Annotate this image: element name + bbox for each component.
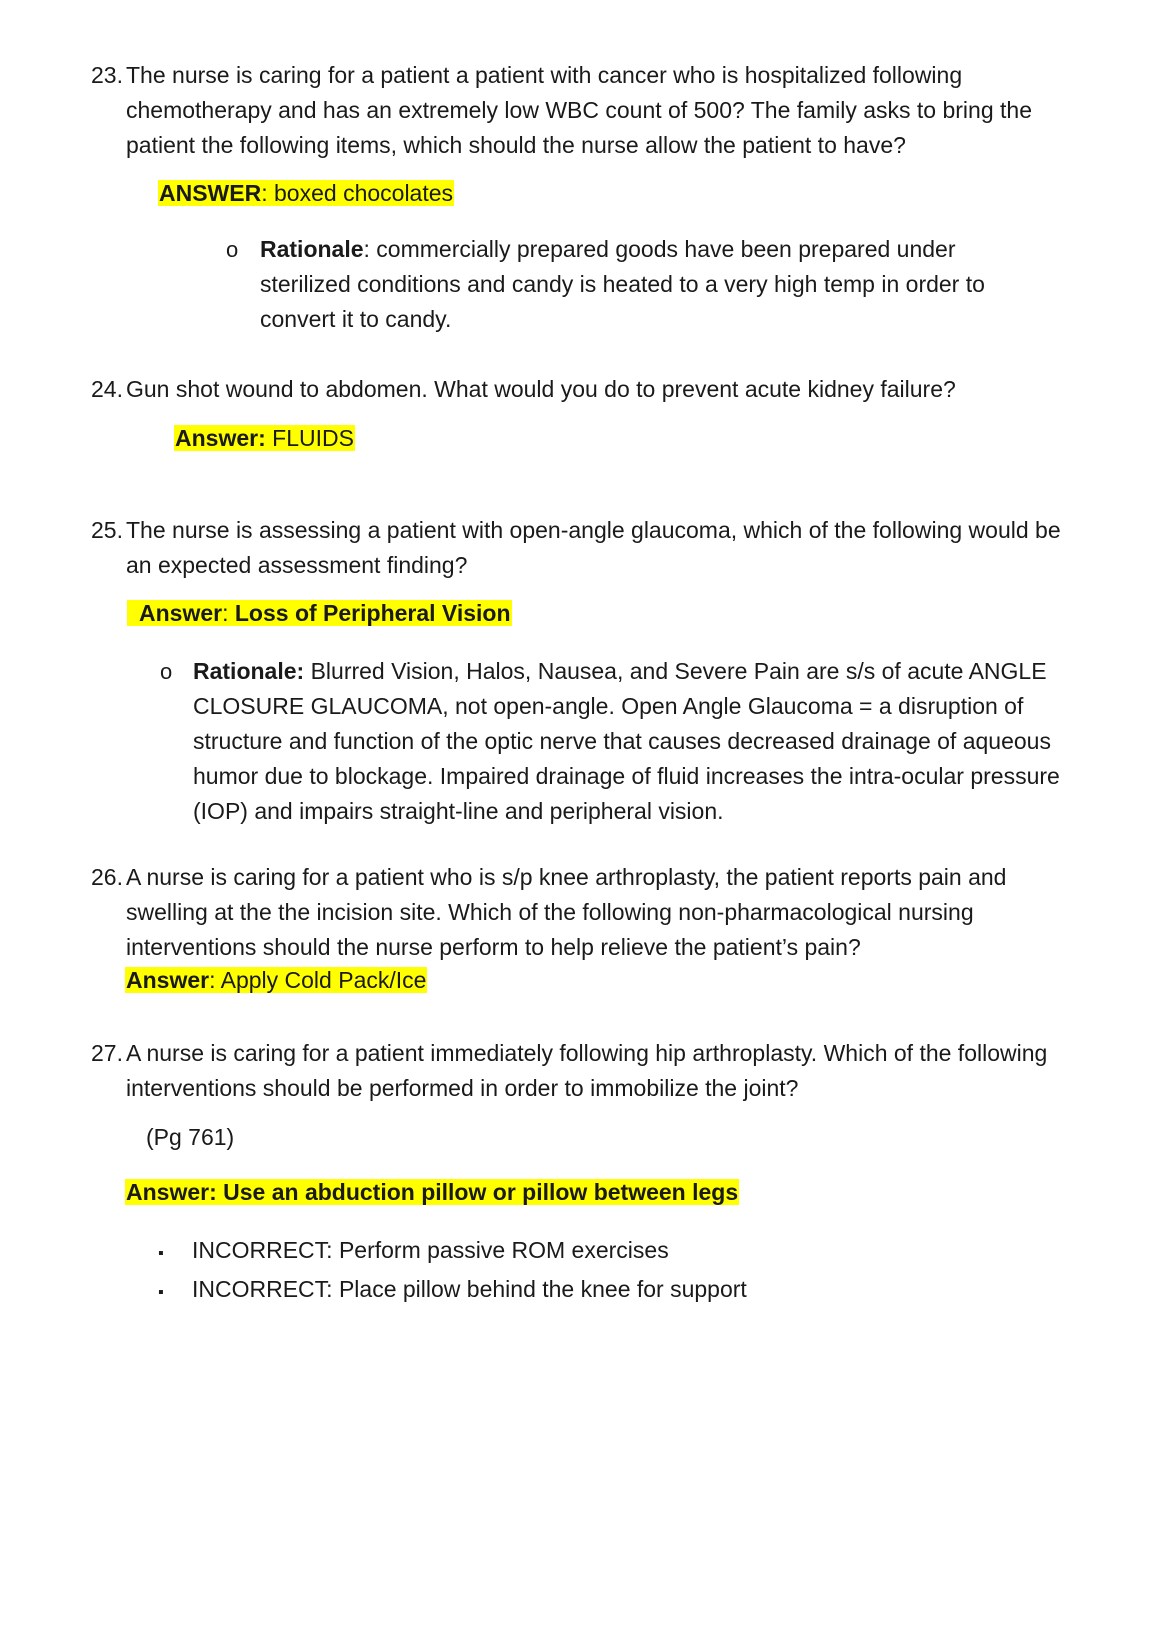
answer-separator: : xyxy=(222,600,235,626)
question-number: 25. xyxy=(91,517,123,543)
answer-23 xyxy=(158,176,454,211)
answer-label: Answer xyxy=(126,967,210,993)
question-text: The nurse is assessing a patient with open-angle glaucoma, which of the following would be an expected assessment finding? xyxy=(126,517,1061,578)
rationale-text: Blurred Vision, Halos, Nausea, and Severe Pain are s/s of acute ANGLE CLOSURE GLAUCOMA, not open-angle. Open Angle Glaucoma = a disruption of structure and function of the optic nerve that causes decreased drainage of aqueous humor due to blockage. Impaired drainage of fluid increases the intra-ocular pressure (IOP) and impairs straight-line and peripheral vision. xyxy=(193,658,1060,824)
square-bullet-icon: ▪ xyxy=(158,1284,164,1301)
hollow-bullet-icon: o xyxy=(226,237,239,262)
rationale-23 xyxy=(226,232,1026,337)
answer-25 xyxy=(127,596,512,631)
question-number: 27. xyxy=(91,1040,123,1066)
rationale-label: Rationale xyxy=(260,236,364,262)
answer-text: Answer: Use an abduction pillow or pillow between legs xyxy=(126,1179,739,1205)
answer-value: boxed chocolates xyxy=(274,180,454,206)
rationale-25 xyxy=(160,654,1060,829)
question-24 xyxy=(91,372,1081,407)
incorrect-item: INCORRECT: Perform passive ROM exercises xyxy=(192,1237,669,1263)
rationale-label: Rationale: xyxy=(193,658,305,684)
question-text: The nurse is caring for a patient a patient with cancer who is hospitalized following chemotherapy and has an extremely low WBC count of 500? The family asks to bring the patient the following items, which should the nurse allow the patient to have? xyxy=(126,62,1032,158)
page-reference: (Pg 761) xyxy=(146,1124,235,1150)
answer-value: Loss of Peripheral Vision xyxy=(234,600,511,626)
answer-separator: : xyxy=(261,180,275,206)
question-number: 23. xyxy=(91,62,123,88)
question-text: A nurse is caring for a patient who is s/p knee arthroplasty, the patient reports pain and swelling at the the incision site. Which of the following non-pharmacological nursing interventions should the nurse perform to help relieve the patient’s pain? xyxy=(126,864,1007,960)
answer-separator: : xyxy=(209,967,221,993)
rationale-text: : commercially prepared goods have been prepared under sterilized conditions and candy is heated to a very high temp in order to convert it to candy. xyxy=(260,236,985,332)
question-text: Gun shot wound to abdomen. What would you do to prevent acute kidney failure? xyxy=(126,376,956,402)
answer-label: Answer xyxy=(139,600,223,626)
answer-24 xyxy=(174,421,355,456)
question-number: 26. xyxy=(91,864,123,890)
question-number: 24. xyxy=(91,376,123,402)
square-bullet-icon: ▪ xyxy=(158,1245,164,1262)
question-23 xyxy=(91,58,1081,163)
answer-value: Apply Cold Pack/Ice xyxy=(220,967,427,993)
question-27 xyxy=(91,1036,1081,1106)
answer-label: ANSWER xyxy=(159,180,262,206)
question-text: A nurse is caring for a patient immediately following hip arthroplasty. Which of the following interventions should be performed in order to immobilize the joint? xyxy=(126,1040,1048,1101)
answer-label: Answer: xyxy=(175,425,266,451)
answer-27 xyxy=(125,1175,739,1210)
question-26 xyxy=(91,860,1081,965)
question-25 xyxy=(91,513,1081,583)
incorrect-item: INCORRECT: Place pillow behind the knee for support xyxy=(192,1276,747,1302)
answer-value: FLUIDS xyxy=(265,425,354,451)
hollow-bullet-icon: o xyxy=(160,659,173,684)
answer-26 xyxy=(125,963,427,998)
